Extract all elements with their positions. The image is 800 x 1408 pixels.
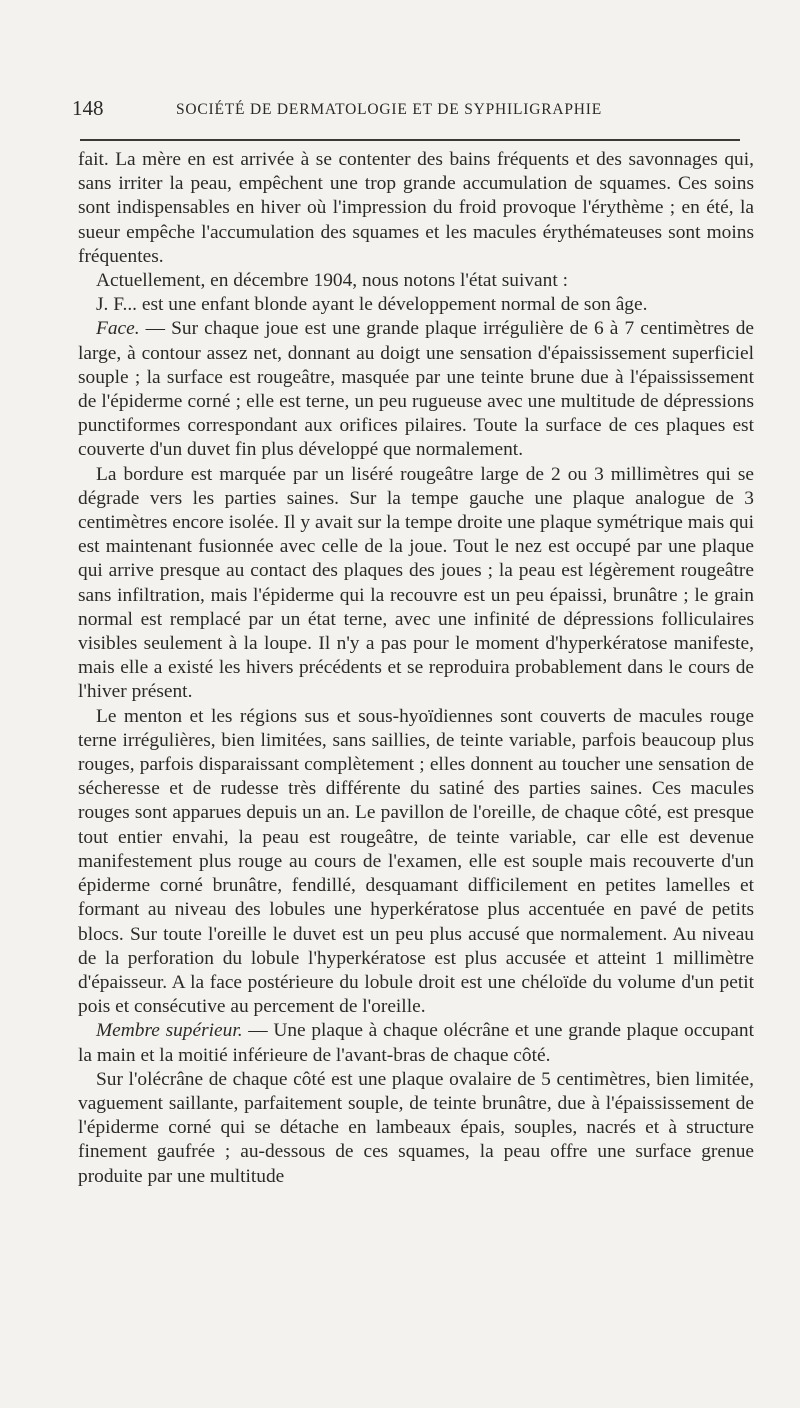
paragraph: fait. La mère en est arrivée à se contenter des bains fréquents et des savonnages qui, sans irriter la peau, empêchent une trop grande accumulation de squames. Ces soins sont indispensables en hiver où l'impression du froid provoque l'érythème ; en été, la sueur empêche l'accumulation des squames et les macules érythémateuses sont moins fréquentes. (78, 149, 754, 267)
paragraph: Le menton et les régions sus et sous-hyoïdiennes sont couverts de macules rouge terne irrégulières, bien limitées, sans saillies, de teinte variable, parfois beaucoup plus rouges, parfois disparaissant complètement ; elles donnent au toucher une sensation de sécheresse et de rudesse très différente du satiné des parties saines. Ces macules rouges sont apparues depuis un an. Le pavillon de l'oreille, de chaque côté, est presque tout entier envahi, la peau est rougeâtre, de teinte variable, car elle est devenue manifestement plus rouge au cours de l'examen, elle est souple mais recouverte d'un épiderme corné brunâtre, fendillé, desquamant difficilement en petites lamelles et formant au niveau des lobules une hyperkératose plus accentuée en pavé de petits blocs. Sur toute l'oreille le duvet est un peu plus accusé que normalement. Au niveau de la perforation du lobule l'hyperkératose est plus accusée et atteint 1 millimètre d'épaisseur. A la face postérieure du lobule droit est une chéloïde du volume d'un petit pois et consécutive au percement de l'oreille. (78, 705, 754, 1018)
paragraph: Actuellement, en décembre 1904, nous notons l'état suivant : (96, 270, 568, 292)
body-text (78, 148, 754, 1189)
paragraph: Sur l'olécrâne de chaque côté est une plaque ovalaire de 5 centimètres, bien limitée, vaguement saillante, parfaitement souple, de teinte brunâtre, due à l'épaississement de l'épiderme corné qui se détache en lambeaux épais, souples, nacrés et à structure finement gaufrée ; au-dessous de ces squames, la peau offre une surface grenue produite par une multitude (78, 1068, 754, 1187)
paragraph: J. F... est une enfant blonde ayant le développement normal de son âge. (96, 294, 648, 316)
paragraph: La bordure est marquée par un liséré rougeâtre large de 2 ou 3 millimètres qui se dégrade vers les parties saines. Sur la tempe gauche une plaque analogue de 3 centimètres encore isolée. Il y avait sur la tempe droite une plaque symétrique mais qui est maintenant fusionnée avec celle de la joue. Tout le nez est occupé par une plaque qui arrive presque au contact des plaques des joues ; la peau est légèrement rougeâtre sans infiltration, mais l'épiderme qui la recouvre est un peu épaissi, brunâtre ; le grain normal est remplacé par un état terne, avec une infinité de dépressions folliculaires visibles seulement à la loupe. Il n'y a pas pour le moment d'hyperkératose manifeste, mais elle a existé les hivers précédents et se reproduira probablement dans le cours de l'hiver présent. (78, 463, 754, 703)
section-lead: Membre supérieur. (96, 1020, 243, 1042)
header-rule (80, 139, 740, 141)
running-title: SOCIÉTÉ DE DERMATOLOGIE ET DE SYPHILIGRAPHIE (176, 101, 602, 118)
page-number: 148 (72, 96, 104, 120)
section-lead: Face. (96, 318, 140, 340)
paragraph: Membre supérieur. — Une plaque à chaque olécrâne et une grande plaque occupant la main et la moitié inférieure de l'avant-bras de chaque côté. (78, 1020, 754, 1066)
paragraph: Face. — Sur chaque joue est une grande plaque irrégulière de 6 à 7 centimètres de large, à contour assez net, donnant au doigt une sensation d'épaississement superficiel souple ; la surface est rougeâtre, masquée par une teinte brune due à l'épaississement de l'épiderme corné ; elle est terne, un peu rugueuse avec une multitude de dépressions punctiformes correspondant aux orifices pilaires. Toute la surface de ces plaques est couverte d'un duvet fin plus développé que normalement. (78, 318, 754, 461)
page-header (72, 96, 752, 130)
